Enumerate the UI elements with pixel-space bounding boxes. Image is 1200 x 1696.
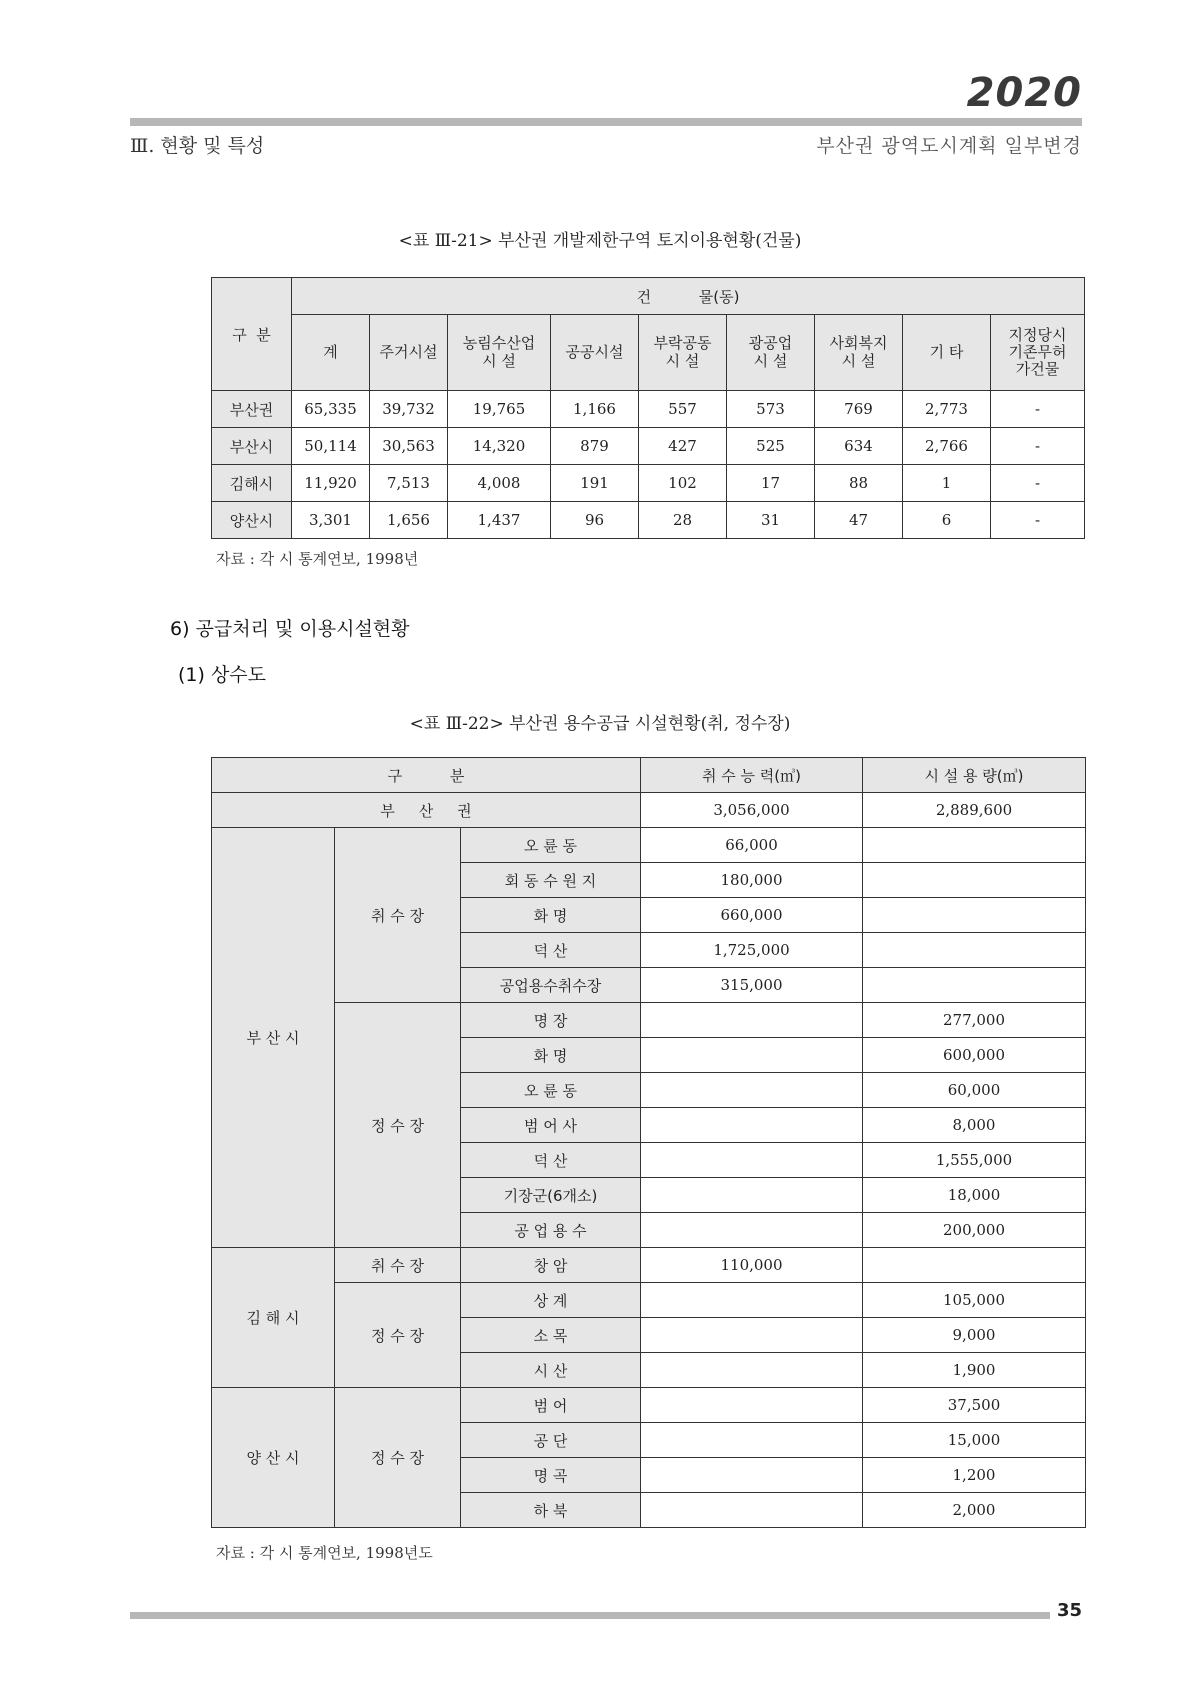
type-label: 취 수 장 [335,828,461,1003]
cell: - [991,391,1085,428]
cell: 2,766 [903,428,991,465]
cell [641,1073,863,1108]
cell: 47 [815,502,903,539]
cell [641,1143,863,1178]
cell [641,1003,863,1038]
cell: 180,000 [641,863,863,898]
chapter-title: Ⅲ. 현황 및 특성 [130,135,265,157]
facility-name: 화 명 [461,1038,641,1073]
cell: 19,765 [448,391,551,428]
facility-name: 공 업 용 수 [461,1213,641,1248]
section-heading: 6) 공급처리 및 이용시설현황 [170,618,410,640]
facility-name: 명 곡 [461,1458,641,1493]
facility-name: 오 륜 동 [461,1073,641,1108]
facility-name: 회 동 수 원 지 [461,863,641,898]
cell: 557 [639,391,727,428]
cell: 2,889,600 [863,793,1086,828]
cell: 4,008 [448,465,551,502]
cell: 15,000 [863,1423,1086,1458]
cell: 14,320 [448,428,551,465]
facility-name: 덕 산 [461,933,641,968]
table1-col-header: 광공업 시 설 [727,315,815,391]
cell: 30,563 [370,428,448,465]
facility-name: 오 륜 동 [461,828,641,863]
table1-col-header: 부락공동 시 설 [639,315,727,391]
facility-name: 상 계 [461,1283,641,1318]
facility-name: 공 단 [461,1423,641,1458]
cell: 96 [551,502,639,539]
table-row [212,502,1085,539]
cell: 277,000 [863,1003,1086,1038]
cell: 39,732 [370,391,448,428]
table-row [212,1003,1086,1038]
table-row [212,391,1085,428]
cell: 427 [639,428,727,465]
cell: 110,000 [641,1248,863,1283]
table-water-supply [211,757,1086,1528]
table-row [212,1248,1086,1283]
cell: 191 [551,465,639,502]
table-row [212,465,1085,502]
cell: 1,656 [370,502,448,539]
row-label: 부산권 [212,391,292,428]
facility-name: 창 암 [461,1248,641,1283]
type-label: 정 수 장 [335,1283,461,1388]
footer-rule [130,1612,1050,1619]
cell [863,933,1086,968]
cell: 1 [903,465,991,502]
cell: 769 [815,391,903,428]
table-row [212,428,1085,465]
cell: 7,513 [370,465,448,502]
cell [641,1388,863,1423]
type-label: 취 수 장 [335,1248,461,1283]
cell: 525 [727,428,815,465]
table-row [212,1388,1086,1423]
cell: 8,000 [863,1108,1086,1143]
cell [863,863,1086,898]
cell: - [991,428,1085,465]
facility-name: 하 북 [461,1493,641,1528]
facility-name: 시 산 [461,1353,641,1388]
cell: 37,500 [863,1388,1086,1423]
table-row [212,1283,1086,1318]
subsection-heading: (1) 상수도 [178,664,267,686]
facility-name: 기장군(6개소) [461,1178,641,1213]
facility-name: 공업용수취수장 [461,968,641,1003]
table1-col-header: 기 타 [903,315,991,391]
table2-source: 자료 : 각 시 통계연보, 1998년도 [216,1544,433,1562]
table1-col-header: 지정당시 기존무허 가건물 [991,315,1085,391]
cell: 634 [815,428,903,465]
table-row [212,828,1086,863]
cell: 1,200 [863,1458,1086,1493]
facility-name: 덕 산 [461,1143,641,1178]
cell [863,898,1086,933]
row-label: 부산시 [212,428,292,465]
table1-source: 자료 : 각 시 통계연보, 1998년 [216,550,419,568]
table1-col-header: 주거시설 [370,315,448,391]
cell: 1,900 [863,1353,1086,1388]
cell: 600,000 [863,1038,1086,1073]
cell: 1,555,000 [863,1143,1086,1178]
table2-header-category: 구 분 [212,758,641,793]
table2-total-label: 부 산 권 [212,793,641,828]
row-label: 김해시 [212,465,292,502]
cell: 573 [727,391,815,428]
type-label: 정 수 장 [335,1003,461,1248]
table-building-land-use [211,277,1085,539]
type-label: 정 수 장 [335,1388,461,1528]
cell: 3,301 [292,502,370,539]
cell: 28 [639,502,727,539]
cell: 102 [639,465,727,502]
table1-col-header: 계 [292,315,370,391]
cell [641,1458,863,1493]
cell [641,1353,863,1388]
facility-name: 화 명 [461,898,641,933]
cell: 11,920 [292,465,370,502]
table1-caption: <표 Ⅲ-21> 부산권 개발제한구역 토지이용현황(건물) [398,231,802,251]
cell: 66,000 [641,828,863,863]
facility-name: 범 어 [461,1388,641,1423]
table1-col-header: 농림수산업 시 설 [448,315,551,391]
cell: 65,335 [292,391,370,428]
cell: 105,000 [863,1283,1086,1318]
table2-header-intake: 취 수 능 력(㎥) [641,758,863,793]
row-label: 양산시 [212,502,292,539]
cell: - [991,465,1085,502]
cell: 1,725,000 [641,933,863,968]
cell [641,1283,863,1318]
page-number: 35 [1056,1600,1082,1621]
table2-header-capacity: 시 설 용 량(㎥) [863,758,1086,793]
cell: 88 [815,465,903,502]
cell [641,1108,863,1143]
table1-group-header: 건 물(동) [292,278,1085,315]
cell [863,968,1086,1003]
cell: 50,114 [292,428,370,465]
cell: 18,000 [863,1178,1086,1213]
cell: 2,773 [903,391,991,428]
header-rule [130,118,1082,126]
facility-name: 소 목 [461,1318,641,1353]
cell: 660,000 [641,898,863,933]
cell [641,1178,863,1213]
table1-col-header: 사회복지 시 설 [815,315,903,391]
table1-col-header: 공공시설 [551,315,639,391]
cell [641,1318,863,1353]
cell: 17 [727,465,815,502]
cell: 315,000 [641,968,863,1003]
city-label-busan: 부 산 시 [212,828,335,1248]
cell: 1,437 [448,502,551,539]
cell: 3,056,000 [641,793,863,828]
cell: 9,000 [863,1318,1086,1353]
city-label-gimhae: 김 해 시 [212,1248,335,1388]
table2-caption: <표 Ⅲ-22> 부산권 용수공급 시설현황(취, 정수장) [409,714,791,734]
cell: 6 [903,502,991,539]
cell: 60,000 [863,1073,1086,1108]
header-year: 2020 [966,70,1082,116]
cell [641,1423,863,1458]
cell: 200,000 [863,1213,1086,1248]
cell [641,1493,863,1528]
facility-name: 명 장 [461,1003,641,1038]
cell [863,1248,1086,1283]
document-title: 부산권 광역도시계획 일부변경 [816,135,1082,157]
city-label-yangsan: 양 산 시 [212,1388,335,1528]
facility-name: 범 어 사 [461,1108,641,1143]
cell: 2,000 [863,1493,1086,1528]
table1-row-header: 구 분 [212,278,292,391]
cell [641,1038,863,1073]
cell: - [991,502,1085,539]
cell: 879 [551,428,639,465]
cell: 1,166 [551,391,639,428]
cell [641,1213,863,1248]
cell: 31 [727,502,815,539]
cell [863,828,1086,863]
